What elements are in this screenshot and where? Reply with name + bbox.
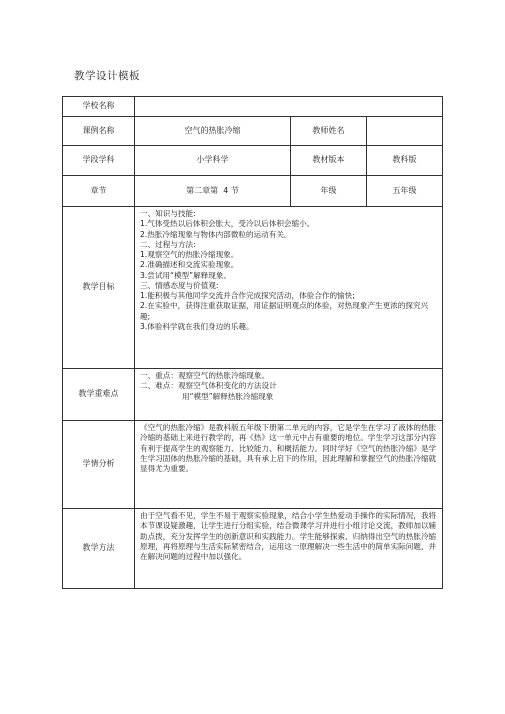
objectives-line: 一、知识与技能: bbox=[140, 209, 196, 218]
row-chapter bbox=[63, 176, 443, 207]
objectives-line: 3.尝试用“模型”解释现象。 bbox=[140, 270, 232, 280]
objectives-line: 3.体验科学就在我们身边的乐趣。 bbox=[140, 321, 254, 331]
stage-subject-label: 学段学科 bbox=[63, 146, 135, 176]
student-analysis-label: 学情分析 bbox=[63, 421, 135, 509]
lesson-name-label: 课例名称 bbox=[63, 117, 135, 146]
row-student-analysis bbox=[63, 421, 443, 509]
key-points-content bbox=[135, 369, 443, 421]
grade-label: 年级 bbox=[291, 176, 367, 207]
textbook-version-label: 教材版本 bbox=[291, 146, 367, 176]
teacher-name-value bbox=[367, 117, 443, 146]
objectives-line: 2.热胀冷缩现象与物体内部微粒的运动有关。 bbox=[140, 229, 292, 239]
lesson-name-value: 空气的热胀冷缩 bbox=[135, 117, 291, 146]
key-points-line: 二、难点：观察空气体积变化的方法设计 bbox=[140, 381, 277, 391]
row-stage-subject bbox=[63, 146, 443, 176]
lesson-plan-table bbox=[62, 96, 443, 589]
teacher-name-label: 教师姓名 bbox=[291, 117, 367, 146]
objectives-line: 1.观察空气的热胀冷缩现象。 bbox=[140, 250, 239, 259]
textbook-version-value: 教科版 bbox=[367, 146, 443, 176]
row-objectives bbox=[63, 207, 443, 369]
objectives-line: 2.准确描述和交流实验现象。 bbox=[140, 260, 239, 270]
objectives-content bbox=[135, 207, 443, 369]
school-name-value bbox=[135, 97, 443, 117]
key-points-label: 教学重难点 bbox=[63, 369, 135, 421]
document-title: 教学设计模板 bbox=[74, 70, 140, 82]
student-analysis-content bbox=[135, 421, 443, 509]
objectives-label: 教学目标 bbox=[63, 207, 135, 369]
row-school-name bbox=[63, 97, 443, 117]
school-name-label: 学校名称 bbox=[63, 97, 135, 117]
student-analysis-text: 《空气的热胀冷缩》是教科版五年级下册第二单元的内容，它是学生在学习了液体的热胀冷缩的基础上来进行教学的，再《热》这一单元中占有重要的地位。学生学习这部分内容有利于提高学生的观察能力、比较能力、和概括能力。同时学好《空气的热胀冷缩》是学生学习固体的热胀冷缩的基础，具有承上启下的作用，因此理解和掌握空气的热胀冷缩就显得尤为重要。 bbox=[140, 423, 437, 473]
teaching-method-label: 教学方法 bbox=[63, 509, 135, 589]
teaching-method-text: 由于空气看不见，学生不易于观察实验现象，结合小学生热爱动手操作的实际情况，我将本节课设疑激趣，让学生进行分组实验，结合微课学习并进行小组讨论交流，教师加以辅助点拨，充分发挥学生的创新意识和实践能力。学生能够探索、归纳得出空气的热胀冷缩原理，再将原理与生活实际紧密结合，运用这一原理解决一些生活中的简单实际问题，并在解决问题的过程中加以强化。 bbox=[140, 511, 437, 561]
key-points-line: 用“模型”解释热胀冷缩现象 bbox=[182, 391, 274, 401]
objectives-line: 1.能积极与其他同学交流并合作完成探究活动，体验合作的愉快; bbox=[140, 291, 355, 300]
row-teaching-method bbox=[63, 509, 443, 589]
objectives-line: 二、过程与方法: bbox=[140, 239, 196, 249]
chapter-value: 第二章第 4 节 bbox=[135, 176, 291, 207]
row-key-points bbox=[63, 369, 443, 421]
key-points-line: 一、重点：观察空气的热胀冷缩现象。 bbox=[140, 371, 270, 380]
chapter-label: 章节 bbox=[63, 176, 135, 207]
teaching-method-content bbox=[135, 509, 443, 589]
objectives-line: 三、情感态度与价值观: bbox=[140, 280, 219, 290]
stage-subject-value: 小学科学 bbox=[135, 146, 291, 176]
grade-value: 五年级 bbox=[367, 176, 443, 207]
row-lesson-name bbox=[63, 117, 443, 146]
objectives-line: 1.气体受热以后体积会胀大，受冷以后体积会缩小。 bbox=[140, 219, 315, 229]
objectives-line: 2.在实验中，获得注重获取证据，用证据证明观点的体验，对热现象产生更浓的探究兴趣; bbox=[140, 301, 429, 321]
